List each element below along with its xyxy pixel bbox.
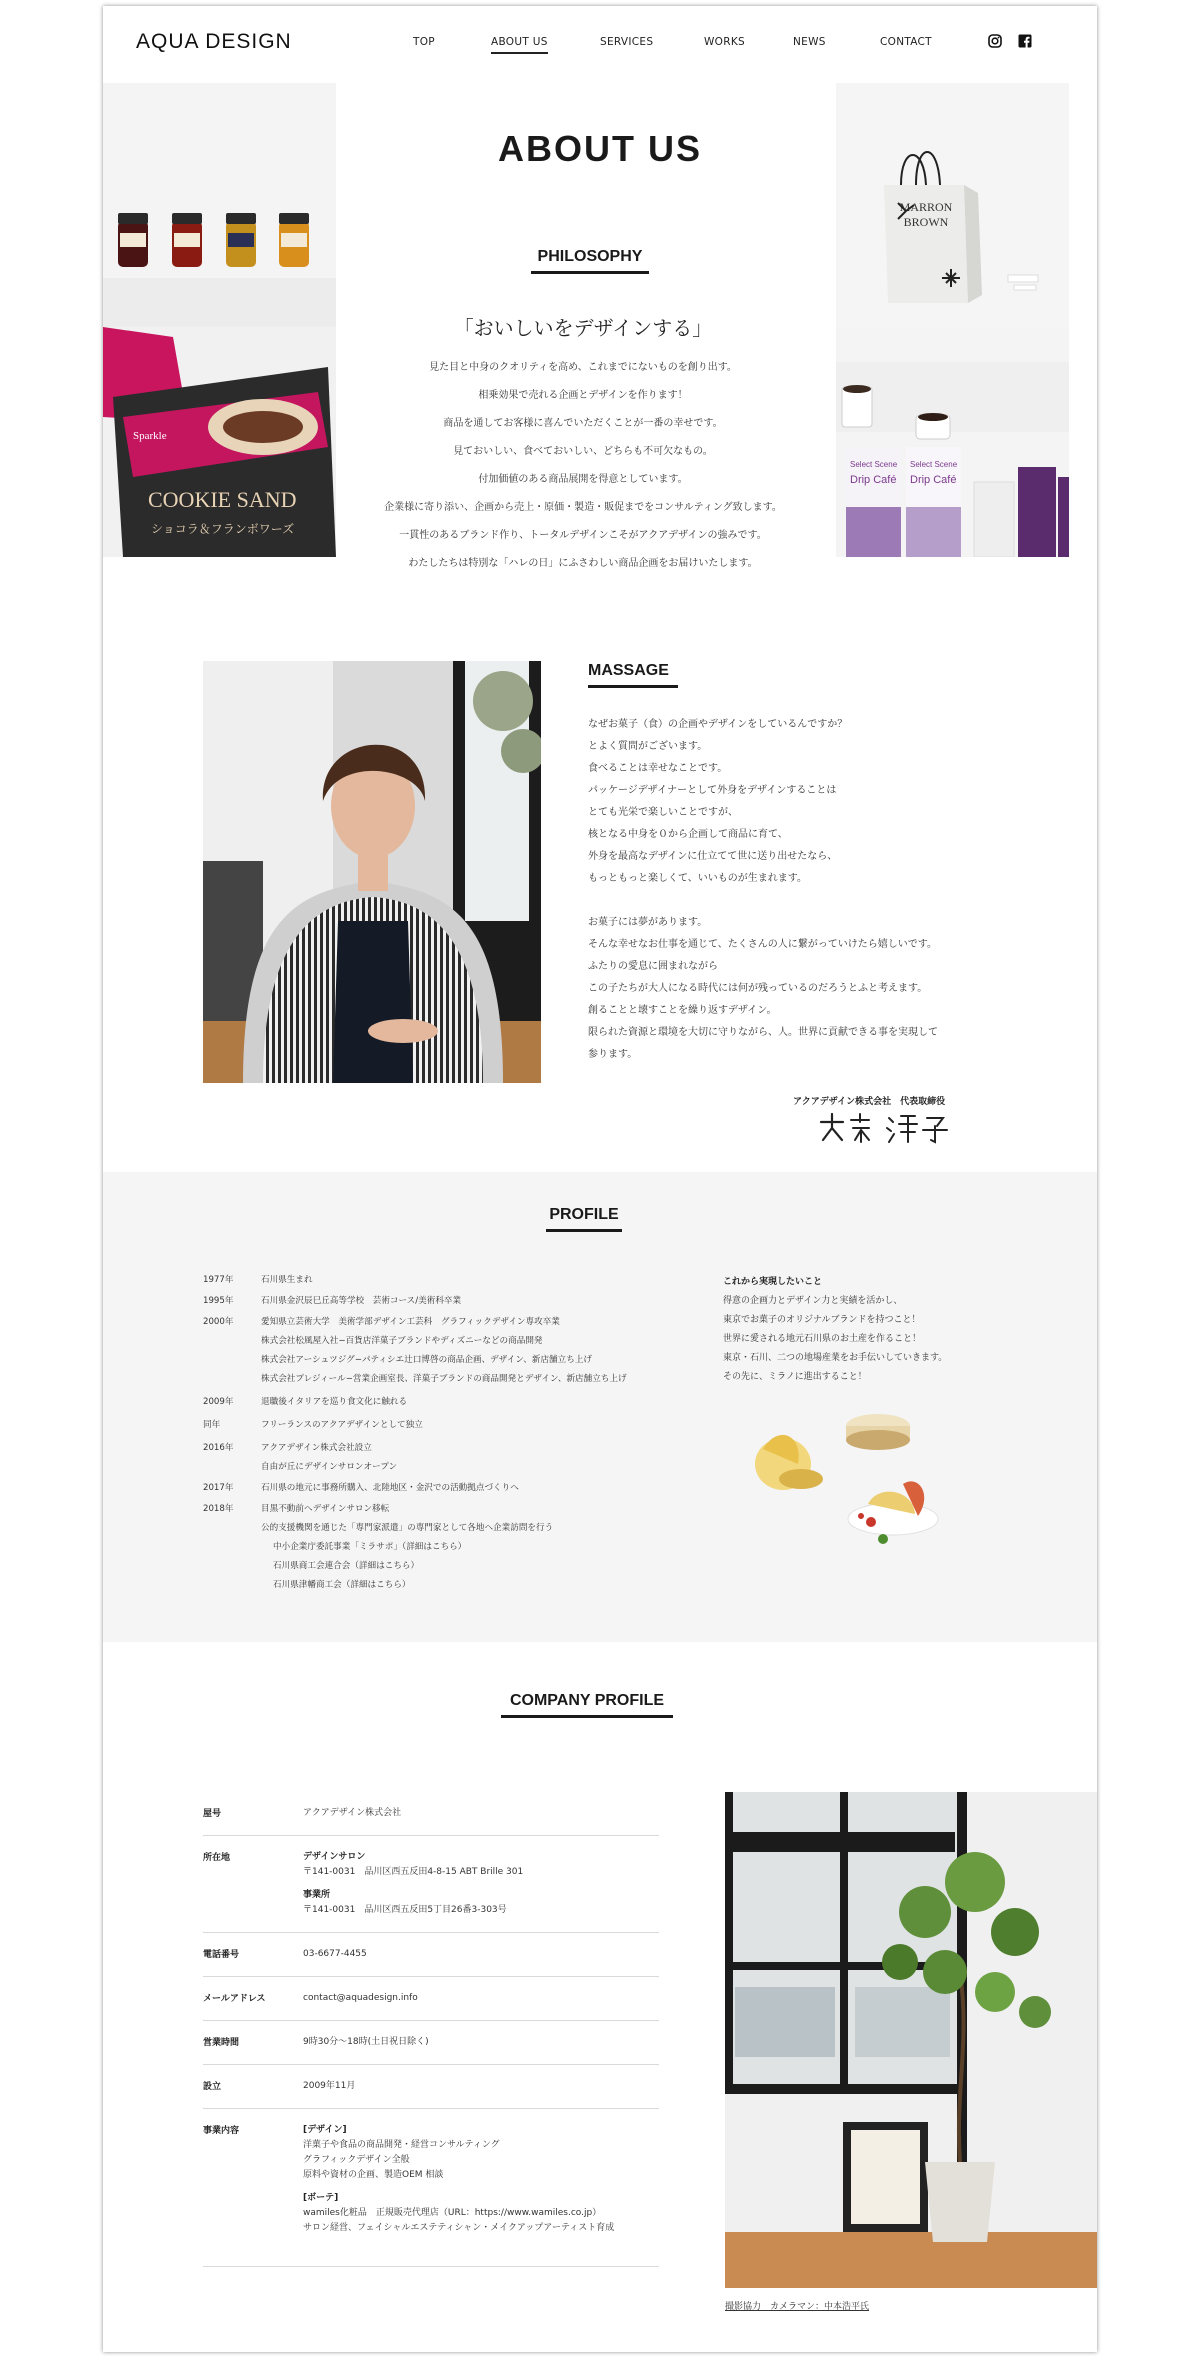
philosophy-line: 企業様に寄り添い、企画から売上・原価・製造・販促までをコンサルティング致します。 (384, 502, 782, 513)
philosophy-underline (531, 271, 649, 274)
company-row (203, 2109, 659, 2267)
company-value: 〒141-0031 品川区西五反田5丁目26番3-303号 (303, 1905, 507, 1915)
desserts-photo (743, 1404, 963, 1564)
message-line: 限られた資源と環境を大切に守りながら、人。世界に貢献できる事を実現して (588, 1027, 938, 1038)
history-text: 石川県の地元に事務所購入、北陸地区・金沢での活動拠点づくりへ (261, 1483, 519, 1493)
message-line: お菓子には夢があります。 (588, 917, 708, 928)
goal-text (723, 1292, 947, 1387)
history-row (203, 1271, 683, 1290)
company-label: 電話番号 (203, 1950, 240, 1960)
goal-line: 東京でお菓子のオリジナルブランドを持つこと！ (723, 1315, 921, 1325)
company-label: 営業時間 (203, 2038, 240, 2048)
history-year: 2009年 (203, 1397, 234, 1407)
company-label: メールアドレス (203, 1994, 266, 2004)
goal-line: 東京・石川、二つの地場産業をお手伝いしていきます。 (723, 1353, 948, 1363)
company-value: サロン経営、フェイシャルエステティシャン・メイクアップアーティスト育成 (303, 2223, 615, 2233)
company-value: 2009年11月 (303, 2081, 356, 2091)
philosophy-line: 見ておいしい、食べておいしい、どちらも不可欠なもの。 (453, 446, 713, 457)
history-row (203, 1500, 683, 1595)
history-year: 2016年 (203, 1443, 234, 1453)
history-year: 1977年 (203, 1275, 234, 1285)
company-row (203, 1792, 659, 1836)
company-profile-title (501, 1692, 673, 1710)
company-email[interactable]: contact@aquadesign.info (303, 1993, 418, 2003)
philosophy-title-text: PHILOSOPHY (537, 248, 643, 265)
page-title: ABOUT US (498, 128, 702, 169)
profile-history (203, 1271, 683, 1595)
company-value: 9時30分〜18時(土日祝日除く) (303, 2037, 429, 2047)
history-text: 退職後イタリアを巡り食文化に触れる (261, 1397, 408, 1407)
cookie-sand-flavor: ショコラ＆フランボワーズ (151, 522, 295, 536)
signature-title: アクアデザイン株式会社 代表取締役 (793, 1097, 946, 1107)
message-title-text: MASSAGE (588, 662, 669, 679)
nav-top[interactable]: TOP (413, 36, 435, 48)
company-label: 所在地 (203, 1853, 231, 1863)
history-link[interactable]: 石川県商工会連合会（詳細はこちら） (273, 1561, 420, 1571)
message-line: そんな幸せなお仕事を通じて、たくさんの人に繋がっていけたら嬉しいです。 (588, 939, 937, 950)
marron-brown-bag-photo (836, 83, 1069, 327)
profile-title (546, 1206, 622, 1224)
company-row (203, 1933, 659, 1977)
history-link[interactable]: 石川県津幡商工会（詳細はこちら） (273, 1580, 411, 1590)
history-row (203, 1292, 683, 1311)
company-gap (303, 2183, 659, 2191)
message-line: この子たちが大人になる時代には何が残っているのだろうとふと考えます。 (588, 983, 928, 994)
message-line: とよく質問がございます。 (588, 741, 708, 752)
drip-label-1: Select Scene (850, 460, 898, 469)
profile-title-text: PROFILE (549, 1206, 619, 1223)
company-underline (501, 1715, 673, 1718)
message-spacer (588, 890, 988, 912)
drip-label-3: Select Scene (910, 460, 958, 469)
company-subheading: デザインサロン (303, 1852, 366, 1862)
company-subheading: [ボーテ] (303, 2193, 339, 2203)
company-value: アクアデザイン株式会社 (303, 1808, 402, 1818)
nav-about-us[interactable]: ABOUT US (491, 36, 548, 48)
philosophy-line: わたしたちは特別な「ハレの日」にふさわしい商品企画をお届けいたします。 (408, 558, 758, 569)
message-title (588, 662, 678, 680)
history-row (203, 1393, 683, 1412)
company-subheading: [デザイン] (303, 2125, 347, 2135)
cookie-sand-photo (103, 327, 336, 557)
cookie-sand-label: COOKIE SAND (148, 487, 297, 512)
company-value: 〒141-0031 品川区西五反田4-8-15 ABT Brille 301 (303, 1867, 524, 1877)
history-year: 2018年 (203, 1504, 234, 1514)
history-year: 2017年 (203, 1483, 234, 1493)
company-value: グラフィックデザイン全般 (303, 2155, 410, 2165)
main-nav (103, 36, 1097, 56)
nav-works[interactable]: WORKS (704, 36, 745, 48)
message-line: 核となる中身を０から企画して商品に育て、 (588, 829, 788, 840)
history-year: 1995年 (203, 1296, 234, 1306)
site-logo[interactable]: AQUA DESIGN (136, 30, 292, 53)
history-text: 目黒不動前へデザインサロン移転 (261, 1504, 390, 1514)
facebook-icon[interactable] (1018, 34, 1032, 48)
history-text: フリーランスのアクアデザインとして独立 (261, 1420, 423, 1430)
message-line: 外身を最高なデザインに仕立てて世に送り出せたなら、 (588, 851, 838, 862)
instagram-icon[interactable] (988, 34, 1002, 48)
ceo-portrait-photo (203, 661, 541, 1083)
history-text: 公的支援機関を通じた「専門家派遣」の専門家として各地へ企業訪問を行う (261, 1523, 554, 1533)
handwritten-signature (815, 1110, 955, 1146)
company-row (203, 2021, 659, 2065)
message-line: 食べることは幸せなことです。 (588, 763, 728, 774)
drip-cafe-photo (836, 327, 1069, 557)
philosophy-line: 付加価値のある商品展開を得意としています。 (478, 474, 688, 485)
company-value: 洋菓子や食品の商品開発・経営コンサルティング (303, 2140, 500, 2150)
philosophy-text (333, 354, 833, 578)
history-text: アクアデザイン株式会社設立 (261, 1443, 372, 1453)
philosophy-line: 一貫性のあるブランド作り、トータルデザインこそがアクアデザインの強みです。 (399, 530, 767, 541)
message-line: 参ります。 (588, 1049, 638, 1060)
philosophy-title (531, 248, 649, 266)
goal-line: その先に、ミラノに進出すること！ (723, 1372, 867, 1382)
message-body (588, 714, 988, 1066)
history-text: 石川県金沢辰巳丘高等学校 芸術コース/美術科卒業 (261, 1296, 462, 1306)
drip-label-2: Drip Café (850, 474, 897, 486)
message-line: もっともっと楽しくて、いいものが生まれます。 (588, 873, 807, 884)
profile-underline (546, 1229, 622, 1232)
company-row (203, 2065, 659, 2109)
goal-line: 得意の企画力とデザイン力と実績を活かし、 (723, 1296, 903, 1306)
company-label: 設立 (203, 2082, 222, 2092)
cookie-brand: Sparkle (133, 430, 167, 442)
nav-services[interactable]: SERVICES (600, 36, 654, 48)
history-text: 愛知県立芸術大学 美術学部デザイン工芸科 グラフィックデザイン専攻卒業 (261, 1317, 560, 1327)
company-phone[interactable]: 03-6677-4455 (303, 1949, 367, 1959)
message-line: パッケージデザイナーとして外身をデザインすることは (588, 785, 837, 796)
marron-label: MARRON (899, 200, 953, 214)
philosophy-line: 見た目と中身のクオリティを高め、これまでにないものを創り出す。 (429, 362, 737, 373)
history-year: 2000年 (203, 1317, 234, 1327)
message-underline (588, 685, 678, 688)
company-value: 原料や資材の企画、製造OEM 相談 (303, 2170, 444, 2180)
office-plant-photo (725, 1792, 1097, 2288)
company-label: 屋号 (203, 1809, 222, 1819)
history-text: 自由が丘にデザインサロンオープン (261, 1462, 398, 1472)
history-text: 株式会社松風屋入社−百貨店洋菓子ブランドやディズニーなどの商品開発 (261, 1336, 543, 1346)
philosophy-line: 相乗効果で売れる企画とデザインを作ります！ (478, 390, 688, 401)
history-row (203, 1416, 683, 1435)
message-line: 創ることと壊すことを繰り返すデザイン。 (588, 1005, 777, 1016)
company-subheading: 事業所 (303, 1890, 331, 1900)
brown-label: BROWN (903, 215, 949, 229)
history-row (203, 1313, 683, 1389)
philosophy-tagline: 「おいしいをデザインする」 (453, 316, 713, 340)
photo-credit-link[interactable]: 撮影協力 カメラマン：中本浩平氏 (725, 2302, 870, 2312)
goal-line: 世界に愛される地元石川県のお土産を作ること！ (723, 1334, 922, 1344)
message-line: なぜお菓子（食）の企画やデザインをしているんですか？ (588, 719, 848, 730)
message-line: ふたりの愛息に囲まれながら (588, 961, 718, 972)
company-row (203, 1977, 659, 2021)
company-gap (303, 1880, 659, 1888)
history-row (203, 1439, 683, 1477)
history-row (203, 1479, 683, 1498)
company-title-text: COMPANY PROFILE (509, 1692, 665, 1709)
nav-contact[interactable]: CONTACT (880, 36, 932, 48)
jam-jars-photo (103, 83, 336, 327)
page (103, 6, 1097, 2352)
company-value[interactable]: wamiles化粧品 正規販売代理店（URL：https://www.wamiles.co.jp） (303, 2208, 602, 2218)
company-row (203, 1836, 659, 1933)
goal-title: これから実現したいこと (723, 1277, 823, 1287)
company-info-table (203, 1792, 659, 2267)
history-link[interactable]: 中小企業庁委託事業「ミラサポ」（詳細はこちら） (273, 1542, 467, 1552)
nav-news[interactable]: NEWS (793, 36, 826, 48)
history-text: 株式会社アーシュツジグ−パティシエ辻口博啓の商品企画、デザイン、新店舗立ち上げ (261, 1355, 593, 1365)
drip-label-4: Drip Café (910, 474, 957, 486)
history-text: 石川県生まれ (261, 1275, 313, 1285)
company-label: 事業内容 (203, 2126, 240, 2136)
history-year: 同年 (203, 1420, 221, 1430)
message-line: とても光栄で楽しいことですが、 (588, 807, 738, 818)
philosophy-line: 商品を通してお客様に喜んでいただくことが一番の幸せです。 (443, 418, 723, 429)
history-text: 株式会社プレジィール−営業企画室長、洋菓子ブランドの商品開発とデザイン、新店舗立ち上げ (261, 1374, 627, 1384)
